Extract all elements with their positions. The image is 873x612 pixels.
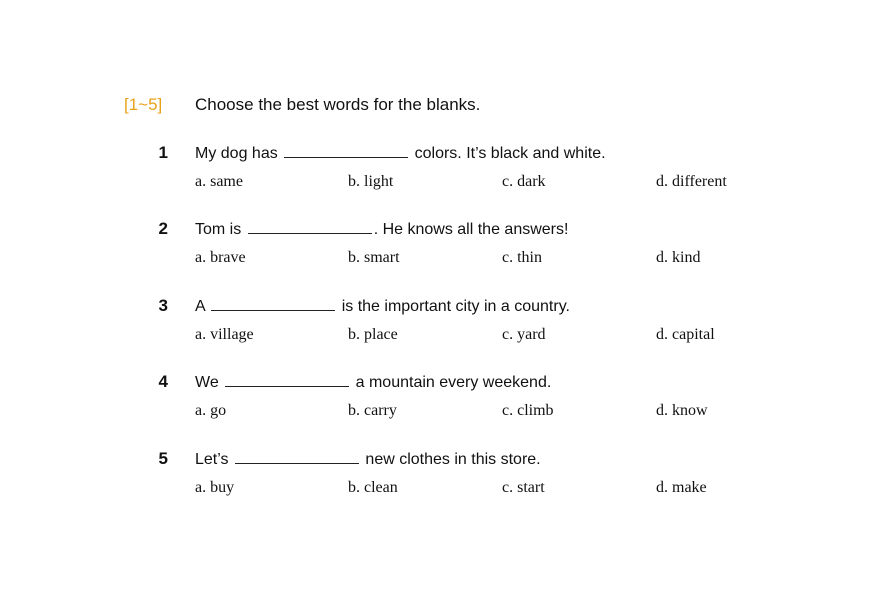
question-sentence: [195, 296, 570, 316]
sentence-start: Let’s: [195, 451, 229, 468]
option-list: [0, 479, 873, 503]
option-d: d. know: [656, 402, 708, 419]
question-number: 3: [158, 296, 168, 315]
question-sentence: [195, 143, 606, 163]
question-sentence: [195, 219, 568, 239]
answer-blank: [284, 143, 408, 158]
answer-blank: [225, 372, 349, 387]
sentence-end: new clothes in this store.: [365, 451, 541, 468]
answer-blank: [248, 219, 372, 234]
option-d: d. kind: [656, 249, 701, 266]
option-b: b. carry: [348, 402, 397, 419]
option-d: d. different: [656, 173, 727, 190]
sentence-end: colors. It’s black and white.: [414, 145, 606, 162]
option-d: d. make: [656, 479, 707, 496]
sentence-end: . He knows all the answers!: [373, 221, 569, 238]
question-sentence: [195, 372, 551, 392]
option-b: b. place: [348, 326, 398, 343]
answer-blank: [211, 296, 335, 311]
option-a: a. same: [195, 173, 243, 190]
sentence-start: Tom is: [195, 221, 242, 238]
answer-blank: [235, 449, 359, 464]
question-3: [0, 294, 873, 350]
option-list: [0, 173, 873, 197]
option-b: b. smart: [348, 249, 400, 266]
question-5: [0, 447, 873, 503]
option-a: a. village: [195, 326, 254, 343]
option-b: b. clean: [348, 479, 398, 496]
sentence-end: is the important city in a country.: [341, 298, 570, 315]
option-list: [0, 249, 873, 273]
option-a: a. buy: [195, 479, 235, 496]
question-range: [1~5]: [124, 95, 163, 114]
question-4: [0, 370, 873, 426]
option-list: [0, 326, 873, 350]
option-c: c. climb: [502, 402, 554, 419]
option-d: d. capital: [656, 326, 715, 343]
question-sentence: [195, 449, 541, 469]
option-c: c. thin: [502, 249, 542, 266]
option-list: [0, 402, 873, 426]
sentence-start: A: [195, 298, 205, 315]
section-header: [124, 93, 480, 117]
question-number: 4: [158, 372, 168, 391]
sentence-start: My dog has: [195, 145, 278, 162]
option-b: b. light: [348, 173, 394, 190]
option-c: c. yard: [502, 326, 546, 343]
question-number: 2: [158, 219, 168, 238]
option-c: c. start: [502, 479, 545, 496]
sentence-start: We: [195, 374, 219, 391]
option-a: a. brave: [195, 249, 246, 266]
instruction-text: Choose the best words for the blanks.: [195, 95, 481, 114]
question-1: [0, 141, 873, 197]
option-c: c. dark: [502, 173, 546, 190]
question-number: 5: [158, 449, 168, 468]
question-2: [0, 217, 873, 273]
sentence-end: a mountain every weekend.: [355, 374, 552, 391]
option-a: a. go: [195, 402, 227, 419]
question-number: 1: [158, 143, 168, 162]
